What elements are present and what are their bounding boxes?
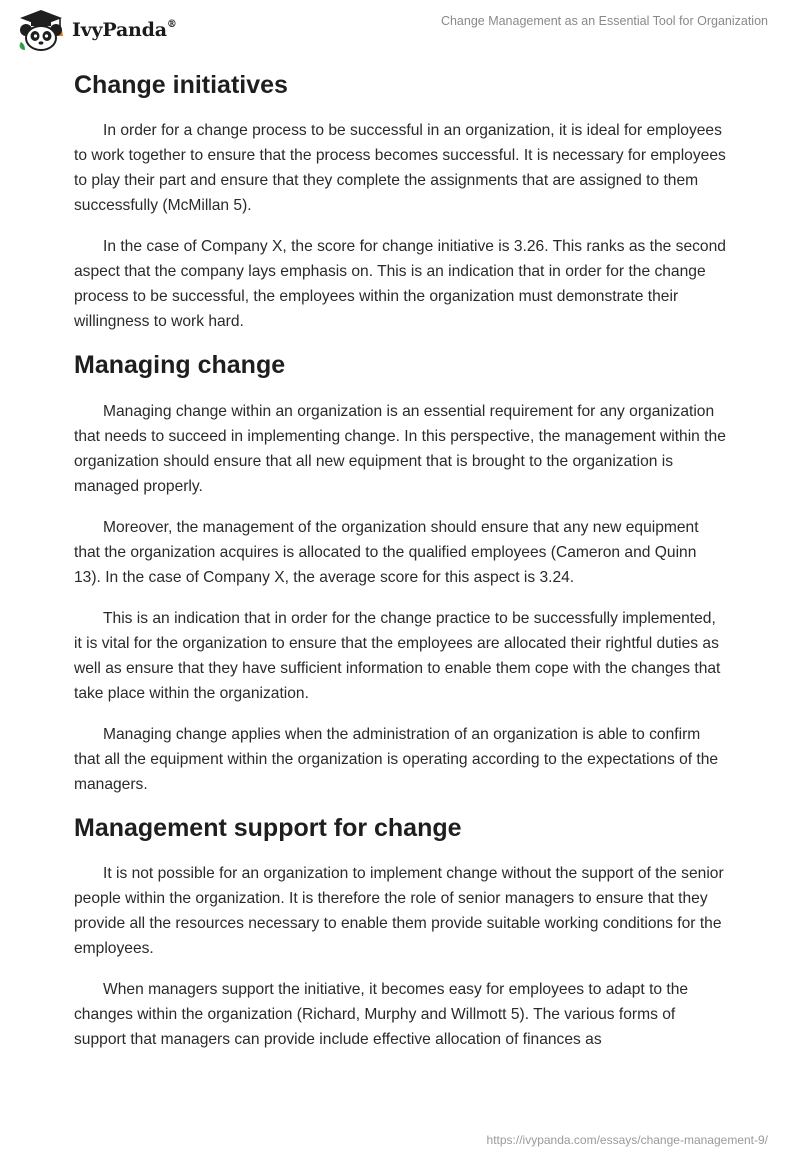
ivypanda-logo[interactable] (16, 8, 177, 52)
paragraph: Moreover, the management of the organization should ensure that any new equipment that the organization acquires is allocated to the qualified employees (Cameron and Quinn 13). In the case of Company X, the average score for this aspect is 3.24. (74, 518, 699, 586)
section-heading: Management support for change (74, 813, 462, 842)
section-managing-change (74, 350, 726, 796)
document-title: Change Management as an Essential Tool for Organization (440, 14, 768, 28)
brand-name: IvyPanda® (72, 18, 177, 41)
section-heading: Change initiatives (74, 71, 288, 99)
paragraph: This is an indication that in order for the change practice to be successfully implemented, it is vital for the organization to ensure that the employees are allocated their rightful duties as well as ensure that they have sufficient information to enable them cope with the changes that take place within the organization. (74, 609, 721, 702)
paragraph: In the case of Company X, the score for change initiative is 3.26. This ranks as the second aspect that the company lays emphasis on. This is an indication that in order for the change process to be successful, the employees within the organization must demonstrate their willingness to work hard. (74, 238, 726, 331)
registered-mark: ® (166, 18, 177, 30)
section-change-initiatives (74, 70, 726, 334)
section-management-support (74, 813, 726, 1052)
page-header (0, 0, 800, 60)
section-heading: Managing change (74, 351, 286, 380)
paragraph: When managers support the initiative, it becomes easy for employees to adapt to the changes within the organization (Richard, Murphy and Willmott 5). The various forms of support that managers can provide include effective allocation of finances as (74, 980, 689, 1048)
source-url-link[interactable]: https://ivypanda.com/essays/change-management-9/ (486, 1133, 768, 1147)
paragraph: It is not possible for an organization to implement change without the support of the senior people within the organization. It is therefore the role of senior managers to ensure that they provide all the resources necessary to enable them provide suitable working conditions for the employees. (74, 864, 724, 957)
essay-content (74, 70, 726, 1068)
panda-graduate-icon (16, 8, 66, 52)
paragraph: In order for a change process to be successful in an organization, it is ideal for employees to work together to ensure that the process becomes successful. It is necessary for employees to play their part and ensure that they complete the assignments that are assigned to them successfully (McMillan 5). (74, 122, 726, 215)
paragraph: Managing change applies when the administration of an organization is able to confirm that all the equipment within the organization is operating according to the expectations of the managers. (74, 725, 719, 793)
paragraph: Managing change within an organization is an essential requirement for any organization that needs to succeed in implementing change. In this perspective, the management within the organization should ensure that all new equipment that is brought to the organization is managed properly. (74, 402, 726, 495)
